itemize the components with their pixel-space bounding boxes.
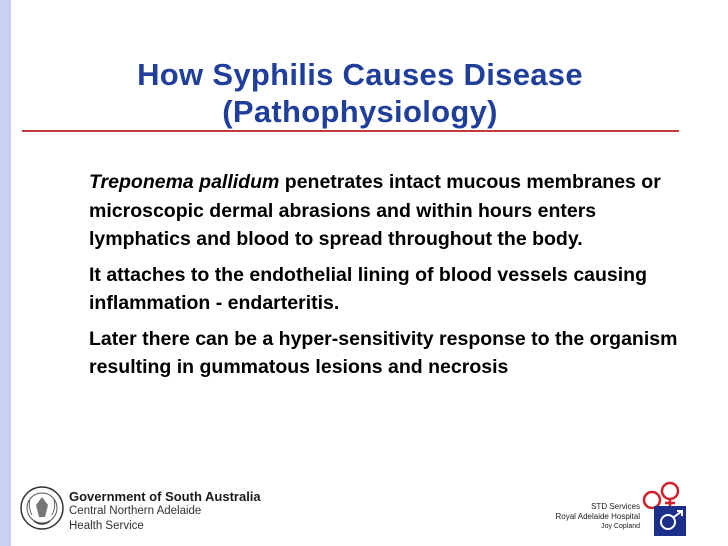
government-title: Government of South Australia — [69, 489, 261, 504]
left-accent-stripe — [0, 0, 11, 546]
title-line-2: (Pathophysiology) — [222, 94, 498, 129]
organism-name: Treponema pallidum — [89, 171, 280, 193]
slide-body — [89, 168, 679, 389]
std-services-logo-icon — [630, 478, 690, 538]
paragraph-1-text: penetrates intact mucous membranes or microscopic dermal abrasions and within hours enters lymphatics and blood to spread throughout the body. — [89, 171, 661, 250]
title-line-1: How Syphilis Causes Disease — [137, 57, 583, 92]
government-footer-text — [69, 489, 261, 534]
std-services-label: STD Services — [591, 502, 640, 511]
paragraph-3: Later there can be a hyper-sensitivity response to the organism resulting in gummatous lesions and necrosis — [89, 327, 678, 378]
author-label: Joy Copland — [601, 523, 640, 530]
hospital-label: Royal Adelaide Hospital — [555, 512, 640, 521]
health-service-line-2: Health Service — [69, 520, 144, 532]
south-australia-crest-icon — [18, 483, 66, 535]
health-service-line-1: Central Northern Adelaide — [69, 505, 202, 517]
slide-title — [60, 56, 660, 130]
paragraph-2: It attaches to the endothelial lining of blood vessels causing inflammation - endarteritis. — [89, 263, 648, 314]
title-divider — [22, 130, 679, 132]
paragraph-1 — [89, 168, 679, 254]
std-services-credit — [556, 502, 641, 532]
